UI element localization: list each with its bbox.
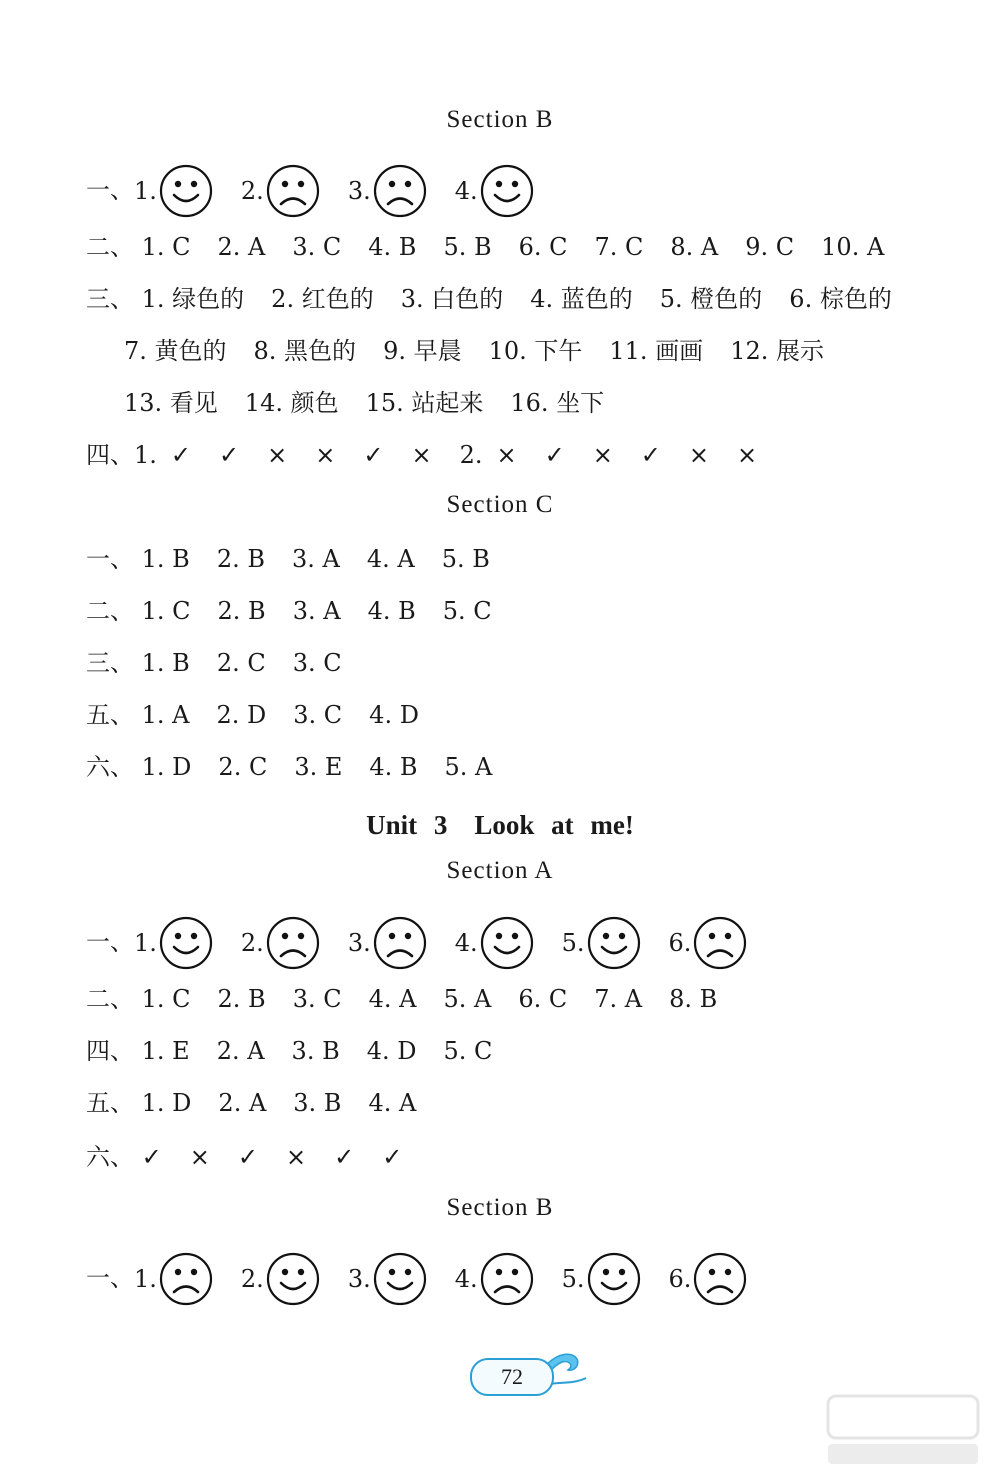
answer-item: 1. D <box>141 1089 192 1117</box>
answer-item: 3. C <box>292 233 342 261</box>
face-answer-label: 6. <box>668 1265 692 1293</box>
question-prefix: 二、 <box>86 233 134 261</box>
u3a-q2-row <box>86 982 744 1016</box>
c1-q3-row <box>86 646 369 680</box>
answer-item: 5. C <box>443 1037 493 1065</box>
answer-item: 15. 站起来 <box>365 389 484 417</box>
answer-mark: × <box>737 441 758 469</box>
face-answer-label: 2. <box>240 177 264 205</box>
sad-face-icon <box>480 1252 534 1306</box>
answer-item: 8. A <box>670 233 719 261</box>
b1-q2-row <box>86 230 911 264</box>
face-answer-label: 3. <box>347 177 371 205</box>
smiley-face-icon <box>480 916 534 970</box>
face-answer-label: 3. <box>347 929 371 957</box>
face-answer-label: 5. <box>561 929 585 957</box>
answer-mark: × <box>267 441 288 469</box>
face-answer-label: 4. <box>454 177 478 205</box>
face-answer <box>455 164 534 218</box>
smiley-face-icon <box>587 916 641 970</box>
question-prefix: 一、 <box>86 927 134 956</box>
smiley-face-icon <box>159 916 213 970</box>
answer-item: 7. C <box>594 233 644 261</box>
face-answer-label: 6. <box>668 929 692 957</box>
answer-item: 5. B <box>441 545 490 573</box>
answer-item: 4. B <box>368 233 417 261</box>
section-a-heading: Section A <box>446 857 554 884</box>
answer-item: 2. A <box>218 1089 267 1117</box>
face-answer <box>455 1252 534 1306</box>
section-c-heading: Section C <box>446 491 554 518</box>
sad-face-icon <box>266 916 320 970</box>
answer-item: 8. B <box>669 985 718 1013</box>
answer-mark: × <box>189 1143 210 1171</box>
answer-mark: ✓ <box>237 1143 258 1171</box>
sad-face-icon <box>373 916 427 970</box>
face-answer <box>348 164 427 218</box>
sad-face-icon <box>693 1252 747 1306</box>
answer-mark: × <box>592 441 613 469</box>
answer-mark: × <box>411 441 432 469</box>
answer-mark: ✓ <box>334 1143 355 1171</box>
u3a-q5-row <box>86 1086 443 1120</box>
face-answer <box>241 916 320 970</box>
answer-item: 4. B <box>369 753 418 781</box>
c1-q2-row <box>86 594 519 628</box>
answer-item: 3. A <box>292 597 341 625</box>
u3a-q1-row <box>86 916 775 970</box>
face-answer <box>241 164 320 218</box>
smiley-face-icon <box>159 164 213 218</box>
face-answer-label: 4. <box>454 1265 478 1293</box>
question-prefix: 二、 <box>86 985 134 1013</box>
answer-item: 16. 坐下 <box>510 389 605 417</box>
part2-marks <box>496 441 785 469</box>
answer-item: 5. C <box>442 597 492 625</box>
answer-item: 8. 黑色的 <box>253 337 357 365</box>
answer-mark: × <box>315 441 336 469</box>
answer-item: 1. D <box>141 753 192 781</box>
answer-item: 2. 红色的 <box>271 285 374 313</box>
answer-item: 3. B <box>293 1089 342 1117</box>
answer-item: 1. C <box>141 597 191 625</box>
face-list <box>134 176 562 204</box>
section-b-heading: Section B <box>446 106 554 133</box>
question-prefix: 五、 <box>86 701 134 729</box>
c1-q1-row <box>86 542 517 576</box>
answer-item: 1. B <box>141 545 190 573</box>
answer-mark: ✓ <box>640 441 661 469</box>
answer-item: 3. A <box>291 545 340 573</box>
answer-mark: × <box>496 441 517 469</box>
smiley-face-icon <box>266 1252 320 1306</box>
answer-item: 3. E <box>294 753 343 781</box>
answer-item: 10. 下午 <box>488 337 583 365</box>
answer-mark: ✓ <box>170 441 192 469</box>
answer-mark: × <box>285 1143 307 1171</box>
answer-item: 10. A <box>821 233 885 261</box>
face-answer-label: 5. <box>561 1265 585 1293</box>
sad-face-icon <box>266 164 320 218</box>
face-answer <box>562 1252 641 1306</box>
answer-item: 4. A <box>368 1089 417 1117</box>
answer-item: 7. 黄色的 <box>124 337 227 365</box>
answer-item: 12. 展示 <box>730 337 824 365</box>
answer-item: 1. C <box>141 985 191 1013</box>
answer-item: 3. C <box>293 701 343 729</box>
answer-item: 4. 蓝色的 <box>530 285 633 313</box>
face-answer <box>348 916 427 970</box>
question-prefix: 六、 <box>86 1143 134 1171</box>
b1-q1-row <box>86 164 562 218</box>
b1-q3-row3 <box>124 386 631 420</box>
face-answer-label: 2. <box>240 1265 264 1293</box>
answer-item: 2. C <box>218 753 268 781</box>
answer-item: 1. 绿色的 <box>141 285 245 313</box>
sad-face-icon <box>373 164 427 218</box>
answer-item: 1. A <box>141 701 190 729</box>
answer-item: 2. B <box>216 545 265 573</box>
question-prefix: 一、 <box>86 545 134 573</box>
question-prefix: 一、 <box>86 175 134 204</box>
unit-3-title: Unit 3 Look at me! <box>366 810 634 840</box>
answer-item: 7. A <box>594 985 643 1013</box>
face-answer-label: 3. <box>347 1265 371 1293</box>
u3a-q6-row <box>86 1140 430 1174</box>
answer-item: 2. A <box>216 1037 265 1065</box>
answer-item: 4. B <box>367 597 416 625</box>
answer-item: 1. C <box>141 233 191 261</box>
face-answer <box>455 916 534 970</box>
page-number: 72 <box>470 1358 554 1396</box>
watermark-logo-icon <box>820 1390 990 1470</box>
answer-item: 3. B <box>291 1037 340 1065</box>
face-answer <box>669 1252 748 1306</box>
answer-item: 6. 棕色的 <box>789 285 892 313</box>
face-list <box>134 1264 775 1292</box>
part1-marks <box>171 441 460 469</box>
answer-item: 4. D <box>366 1037 417 1065</box>
answer-mark: ✓ <box>219 441 240 469</box>
part1-label: 1. <box>134 441 157 469</box>
face-list <box>134 928 775 956</box>
answer-item: 1. B <box>141 649 190 677</box>
b1-q3-row1 <box>86 282 919 316</box>
question-prefix: 三、 <box>86 285 134 313</box>
face-answer <box>669 916 748 970</box>
sad-face-icon <box>159 1252 213 1306</box>
face-answer-label: 2. <box>240 929 264 957</box>
answer-item: 5. B <box>443 233 492 261</box>
b1-q3-row2 <box>124 334 851 368</box>
answer-item: 13. 看见 <box>124 389 218 417</box>
answer-item: 5. A <box>444 753 493 781</box>
b1-q4-row <box>86 438 785 472</box>
c1-q5-row <box>86 698 446 732</box>
answer-item: 2. C <box>216 649 266 677</box>
section-b-heading-unit3: Section B <box>446 1194 554 1221</box>
answer-item: 5. A <box>443 985 492 1013</box>
answer-item: 14. 颜色 <box>244 389 339 417</box>
face-answer-label: 1. <box>134 929 157 957</box>
question-prefix: 四、 <box>86 441 134 469</box>
answer-item: 2. D <box>216 701 267 729</box>
answer-item: 9. 早晨 <box>383 337 462 365</box>
answer-item: 3. 白色的 <box>400 285 504 313</box>
answer-item: 1. E <box>141 1037 190 1065</box>
answer-item: 3. C <box>292 985 342 1013</box>
face-answer <box>241 1252 320 1306</box>
answer-mark: ✓ <box>382 1143 403 1171</box>
question-prefix: 六、 <box>86 753 134 781</box>
face-answer <box>134 164 213 218</box>
answer-item: 4. A <box>366 545 415 573</box>
question-prefix: 三、 <box>86 649 134 677</box>
face-answer-label: 1. <box>134 177 157 205</box>
answer-mark: × <box>688 441 710 469</box>
answer-item: 2. A <box>217 233 266 261</box>
question-prefix: 一、 <box>86 1263 134 1292</box>
smiley-face-icon <box>587 1252 641 1306</box>
answer-item: 11. 画画 <box>609 337 704 365</box>
face-answer <box>134 916 213 970</box>
face-answer <box>562 916 641 970</box>
answer-mark: ✓ <box>544 441 565 469</box>
question-prefix: 二、 <box>86 597 134 625</box>
face-answer-label: 4. <box>454 929 478 957</box>
part2-label: 2. <box>459 441 483 469</box>
answer-item: 3. C <box>292 649 342 677</box>
question-prefix: 四、 <box>86 1037 134 1065</box>
u3a-q4-row <box>86 1034 519 1068</box>
c1-q6-row <box>86 750 519 784</box>
answer-item: 2. B <box>217 985 266 1013</box>
answer-item: 6. C <box>518 985 568 1013</box>
question-prefix: 五、 <box>86 1089 134 1117</box>
face-answer <box>134 1252 213 1306</box>
answer-item: 9. C <box>745 233 795 261</box>
smiley-face-icon <box>373 1252 427 1306</box>
answer-mark: ✓ <box>363 441 384 469</box>
answer-item: 4. D <box>369 701 419 729</box>
sad-face-icon <box>693 916 747 970</box>
answer-item: 2. B <box>217 597 266 625</box>
face-answer <box>348 1252 427 1306</box>
answer-item: 5. 橙色的 <box>659 285 763 313</box>
answer-item: 6. C <box>518 233 568 261</box>
smiley-face-icon <box>480 164 534 218</box>
answer-mark: ✓ <box>141 1143 162 1171</box>
answer-item: 4. A <box>368 985 417 1013</box>
face-answer-label: 1. <box>134 1265 157 1293</box>
u3b-q1-row <box>86 1252 775 1306</box>
